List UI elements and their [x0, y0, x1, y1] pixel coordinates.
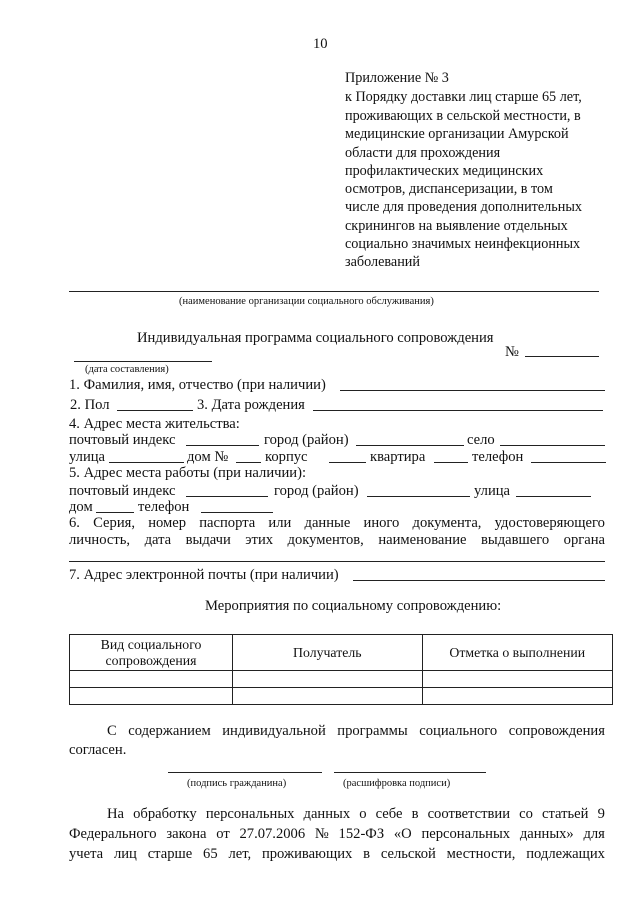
- city-label: город (район): [264, 432, 349, 448]
- number-sign: №: [505, 344, 519, 360]
- decoding-line[interactable]: [334, 772, 486, 773]
- table-header-row: [70, 635, 613, 671]
- program-number-line[interactable]: [525, 356, 599, 357]
- org-caption: (наименование организации социального обслуживания): [179, 296, 434, 307]
- table-row: [70, 671, 613, 688]
- village-field[interactable]: [500, 445, 605, 446]
- work-phone-field[interactable]: [201, 512, 273, 513]
- table-cell[interactable]: [422, 688, 613, 705]
- table-cell[interactable]: [70, 688, 233, 705]
- footer-line-3: учета лиц старше 65 лет, проживающих в сельской местности, подлежащих: [69, 846, 605, 862]
- email-label: 7. Адрес электронной почты (при наличии): [69, 567, 339, 583]
- appendix-line: числе для проведения дополнительных: [345, 199, 582, 215]
- village-label: село: [467, 432, 495, 448]
- table-cell[interactable]: [233, 688, 422, 705]
- fio-field[interactable]: [340, 390, 605, 391]
- table-cell[interactable]: [422, 671, 613, 688]
- apartment-label: квартира: [370, 449, 426, 465]
- signature-caption: (подпись гражданина): [187, 778, 287, 789]
- work-postal-index-field[interactable]: [186, 496, 268, 497]
- page-number: 10: [313, 36, 328, 52]
- work-street-label: улица: [474, 483, 511, 499]
- house-label: дом №: [187, 449, 229, 465]
- events-heading: Мероприятия по социальному сопровождению:: [205, 598, 502, 614]
- events-table: [69, 634, 613, 705]
- decoding-caption: (расшифровка подписи): [343, 778, 451, 789]
- date-caption: (дата составления): [85, 364, 169, 375]
- work-heading: 5. Адрес места работы (при наличии):: [69, 465, 306, 481]
- city-field[interactable]: [356, 445, 464, 446]
- passport-line-2: личность, дата выдачи этих документов, наименование выдавшего органа: [69, 532, 605, 548]
- sex-field[interactable]: [117, 410, 193, 411]
- program-title: Индивидуальная программа социального сопровождения: [137, 330, 494, 346]
- work-phone-label: телефон: [138, 499, 190, 515]
- appendix-line: области для прохождения: [345, 145, 501, 161]
- work-house-field[interactable]: [96, 512, 134, 513]
- appendix-title: Приложение № 3: [345, 70, 449, 86]
- footer-line-1: На обработку персональных данных о себе в соответствии со статьей 9: [107, 806, 605, 822]
- passport-line-1: 6. Серия, номер паспорта или данные иного документа, удостоверяющего: [69, 515, 605, 531]
- work-house-label: дом: [69, 499, 93, 515]
- appendix-line: профилактических медицинских: [345, 163, 544, 179]
- date-line[interactable]: [74, 361, 212, 362]
- phone-field[interactable]: [531, 462, 606, 463]
- consent-line-1: С содержанием индивидуальной программы социального сопровождения: [107, 723, 605, 739]
- work-postal-index-label: почтовый индекс: [69, 483, 176, 499]
- appendix-line: осмотров, диспансеризации, в том: [345, 181, 553, 197]
- appendix-line: медицинские организации Амурской: [345, 126, 569, 142]
- passport-field[interactable]: [69, 561, 605, 562]
- consent-line-2: согласен.: [69, 742, 127, 758]
- work-street-field[interactable]: [516, 496, 591, 497]
- phone-label: телефон: [472, 449, 524, 465]
- signature-line[interactable]: [168, 772, 322, 773]
- building-field[interactable]: [329, 462, 366, 463]
- header-mark: Отметка о выполнении: [422, 635, 613, 671]
- postal-index-field[interactable]: [186, 445, 259, 446]
- street-label: улица: [69, 449, 106, 465]
- table-cell[interactable]: [70, 671, 233, 688]
- postal-index-label: почтовый индекс: [69, 432, 176, 448]
- sex-label: 2. Пол: [70, 397, 110, 413]
- apartment-field[interactable]: [434, 462, 468, 463]
- header-recipient: Получатель: [233, 635, 422, 671]
- house-field[interactable]: [236, 462, 261, 463]
- work-city-label: город (район): [274, 483, 359, 499]
- appendix-line: скринингов на выявление отдельных: [345, 218, 568, 234]
- appendix-line: к Порядку доставки лиц старше 65 лет,: [345, 89, 582, 105]
- table-cell[interactable]: [233, 671, 422, 688]
- footer-line-2: Федерального закона от 27.07.2006 № 152-ФЗ «О персональных данных» для: [69, 826, 605, 842]
- birth-label: 3. Дата рождения: [197, 397, 305, 413]
- fio-label: 1. Фамилия, имя, отчество (при наличии): [69, 377, 326, 393]
- appendix-line: проживающих в сельской местности, в: [345, 108, 581, 124]
- birth-field[interactable]: [313, 410, 603, 411]
- residence-heading: 4. Адрес места жительства:: [69, 416, 240, 432]
- header-kind: Вид социального сопровождения: [70, 635, 233, 671]
- building-label: корпус: [265, 449, 308, 465]
- org-name-line[interactable]: [69, 291, 599, 292]
- work-city-field[interactable]: [367, 496, 470, 497]
- street-field[interactable]: [109, 462, 184, 463]
- appendix-line: социально значимых неинфекционных: [345, 236, 581, 252]
- appendix-line: заболеваний: [345, 254, 420, 270]
- email-field[interactable]: [353, 580, 605, 581]
- table-row: [70, 688, 613, 705]
